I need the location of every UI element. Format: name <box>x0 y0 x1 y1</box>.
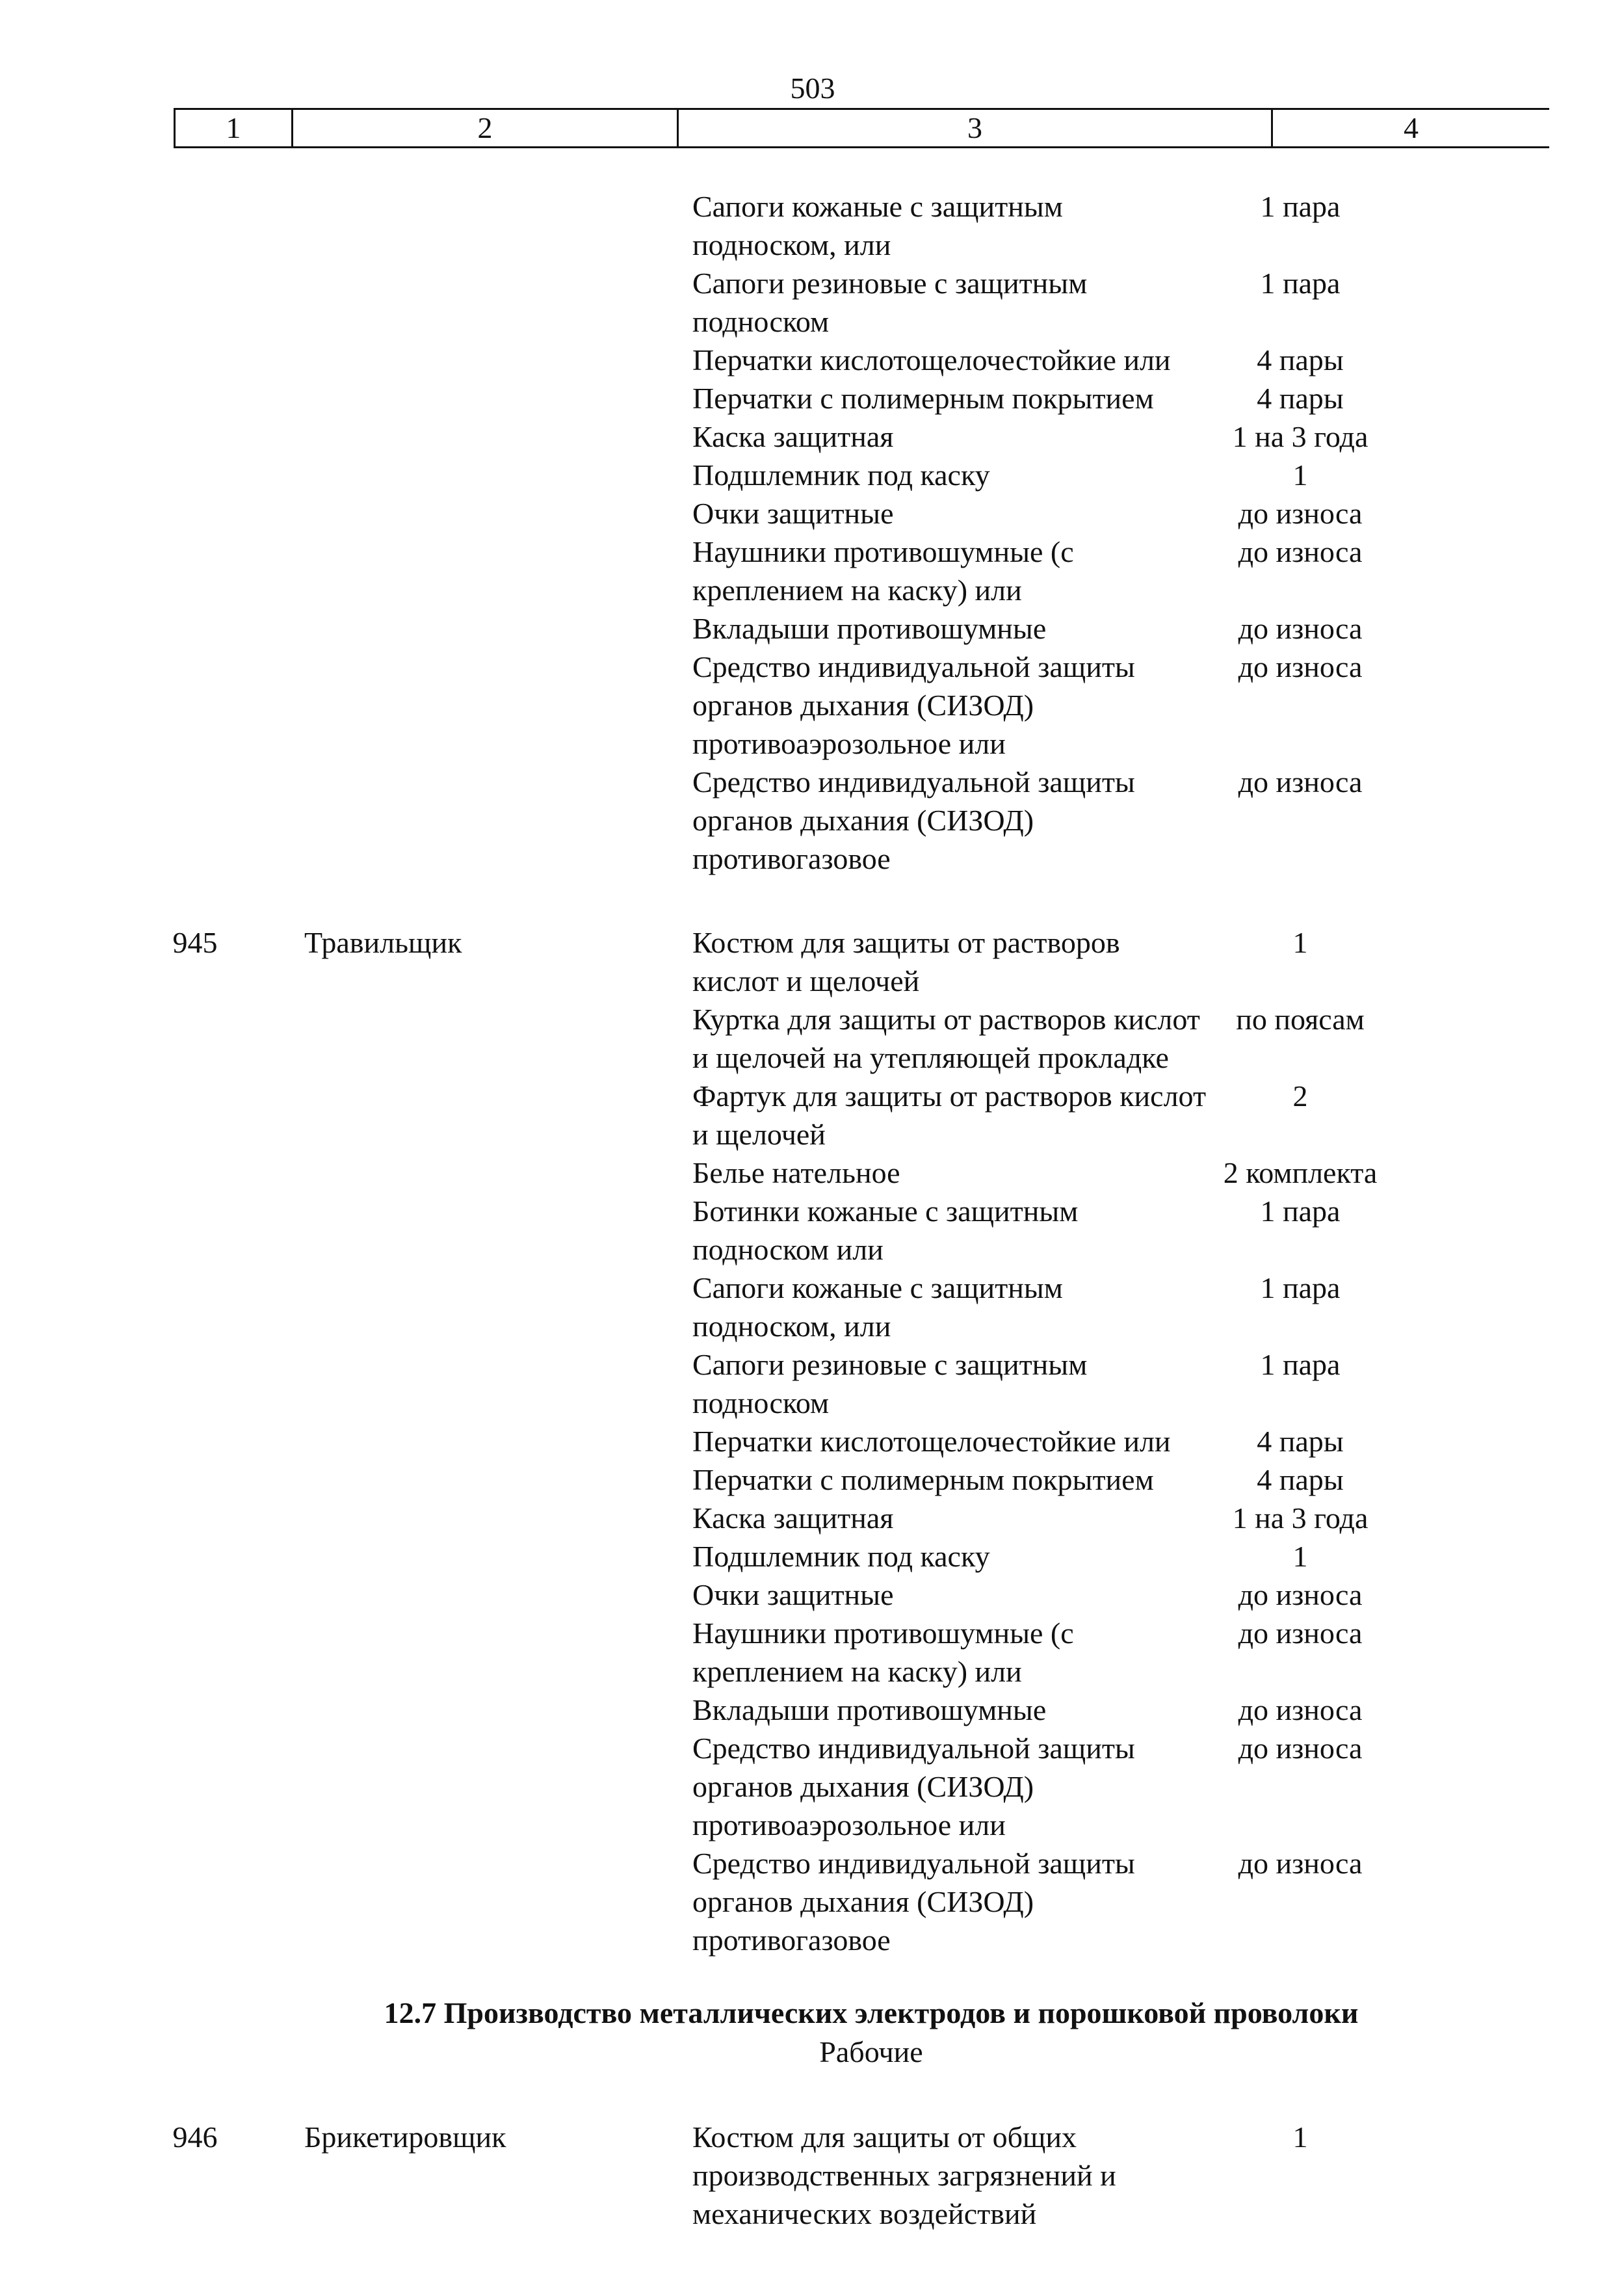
item-quantity: 4 пары <box>1257 1425 1344 1458</box>
item-name-line: Каска защитная <box>692 420 894 453</box>
item-quantity: до износа <box>1238 1732 1363 1765</box>
item-quantity: до износа <box>1238 612 1363 645</box>
item-name-line: Средство индивидуальной защиты <box>692 1732 1135 1765</box>
item-name-line: Подшлемник под каску <box>692 458 990 492</box>
item-name-line: Наушники противошумные (с <box>692 1616 1074 1650</box>
header-col-2: 2 <box>293 110 679 146</box>
item-name-line: Белье нательное <box>692 1156 900 1189</box>
profession-name: Брикетировщик <box>304 2120 506 2154</box>
item-name-line: противогазовое <box>692 1923 891 1957</box>
item-name-line: органов дыхания (СИЗОД) <box>692 804 1034 837</box>
item-name-line: Очки защитные <box>692 497 894 530</box>
item-quantity: по поясам <box>1236 1003 1365 1036</box>
item-name-line: органов дыхания (СИЗОД) <box>692 689 1034 722</box>
item-quantity: 1 пара <box>1260 1348 1341 1381</box>
item-name-line: Костюм для защиты от общих <box>692 2120 1077 2154</box>
item-name-line: подноском, или <box>692 1310 891 1343</box>
item-name-line: Средство индивидуальной защиты <box>692 1847 1135 1880</box>
item-name-line: Очки защитные <box>692 1578 894 1611</box>
header-col-4: 4 <box>1404 111 1419 144</box>
entry-number: 945 <box>172 926 218 959</box>
item-name-line: Куртка для защиты от растворов кислот <box>692 1003 1200 1036</box>
item-name-line: Каска защитная <box>692 1501 894 1535</box>
item-quantity: 1 на 3 года <box>1232 1501 1369 1535</box>
item-name-line: подноском или <box>692 1233 884 1266</box>
item-name-line: Фартук для защиты от растворов кислот <box>692 1079 1207 1113</box>
item-name-line: Сапоги кожаные с защитным <box>692 190 1063 223</box>
item-quantity: 1 <box>1292 926 1308 959</box>
item-quantity: 1 <box>1292 458 1308 492</box>
item-name-line: Костюм для защиты от растворов <box>692 926 1120 959</box>
item-name-line: подноском <box>692 305 830 338</box>
item-quantity: 1 пара <box>1260 1271 1341 1304</box>
item-name-line: Перчатки кислотощелочестойкие или <box>692 1425 1171 1458</box>
item-name-line: Вкладыши противошумные <box>692 612 1047 645</box>
item-name-line: противоаэрозольное или <box>692 1808 1006 1841</box>
item-quantity: 1 пара <box>1260 1194 1341 1228</box>
item-quantity: до износа <box>1238 765 1363 798</box>
item-name-line: и щелочей на утепляющей прокладке <box>692 1041 1169 1074</box>
item-name-line: противоаэрозольное или <box>692 727 1006 760</box>
item-name-line: Средство индивидуальной защиты <box>692 650 1135 683</box>
item-quantity: 2 <box>1292 1079 1308 1113</box>
item-name-line: Сапоги кожаные с защитным <box>692 1271 1063 1304</box>
item-quantity: 4 пары <box>1257 343 1344 376</box>
item-name-line: Перчатки с полимерным покрытием <box>692 1463 1154 1496</box>
item-quantity: до износа <box>1238 1616 1363 1650</box>
item-quantity: 1 пара <box>1260 267 1341 300</box>
header-col-3: 3 <box>679 110 1273 146</box>
item-quantity: 1 <box>1292 1540 1308 1573</box>
item-name-line: Наушники противошумные (с <box>692 535 1074 568</box>
item-name-line: Перчатки кислотощелочестойкие или <box>692 343 1171 376</box>
item-name-line: противогазовое <box>692 842 891 875</box>
item-quantity: до износа <box>1238 1693 1363 1726</box>
item-name-line: и щелочей <box>692 1118 826 1151</box>
profession-name: Травильщик <box>304 926 462 959</box>
item-quantity: 4 пары <box>1257 382 1344 415</box>
item-quantity: 1 на 3 года <box>1232 420 1369 453</box>
item-name-line: подноском <box>692 1386 830 1419</box>
page-number: 503 <box>790 72 835 105</box>
section-title: 12.7 Производство металлических электродов и порошковой проволоки <box>384 1996 1359 2029</box>
item-name-line: Перчатки с полимерным покрытием <box>692 382 1154 415</box>
item-name-line: кислот и щелочей <box>692 964 920 997</box>
item-name-line: Подшлемник под каску <box>692 1540 990 1573</box>
item-name-line: Ботинки кожаные с защитным <box>692 1194 1079 1228</box>
header-col-1: 1 <box>174 110 293 146</box>
item-quantity: 2 комплекта <box>1223 1156 1378 1189</box>
item-name-line: Сапоги резиновые с защитным <box>692 267 1088 300</box>
item-quantity: до износа <box>1238 1578 1363 1611</box>
item-name-line: органов дыхания (СИЗОД) <box>692 1770 1034 1803</box>
item-name-line: механических воздействий <box>692 2197 1037 2230</box>
item-name-line: креплением на каску) или <box>692 1655 1022 1688</box>
item-quantity: до износа <box>1238 497 1363 530</box>
section-subtitle: Рабочие <box>819 2035 923 2068</box>
item-quantity: до износа <box>1238 535 1363 568</box>
table-header-row <box>174 108 1549 148</box>
item-name-line: Сапоги резиновые с защитным <box>692 1348 1088 1381</box>
item-name-line: креплением на каску) или <box>692 574 1022 607</box>
item-name-line: производственных загрязнений и <box>692 2159 1116 2192</box>
item-name-line: Вкладыши противошумные <box>692 1693 1047 1726</box>
item-quantity: до износа <box>1238 1847 1363 1880</box>
item-name-line: подноском, или <box>692 228 891 261</box>
item-quantity: 1 пара <box>1260 190 1341 223</box>
item-quantity: 1 <box>1292 2120 1308 2154</box>
item-quantity: до износа <box>1238 650 1363 683</box>
item-name-line: Средство индивидуальной защиты <box>692 765 1135 798</box>
item-name-line: органов дыхания (СИЗОД) <box>692 1885 1034 1918</box>
entry-number: 946 <box>172 2120 218 2154</box>
item-quantity: 4 пары <box>1257 1463 1344 1496</box>
